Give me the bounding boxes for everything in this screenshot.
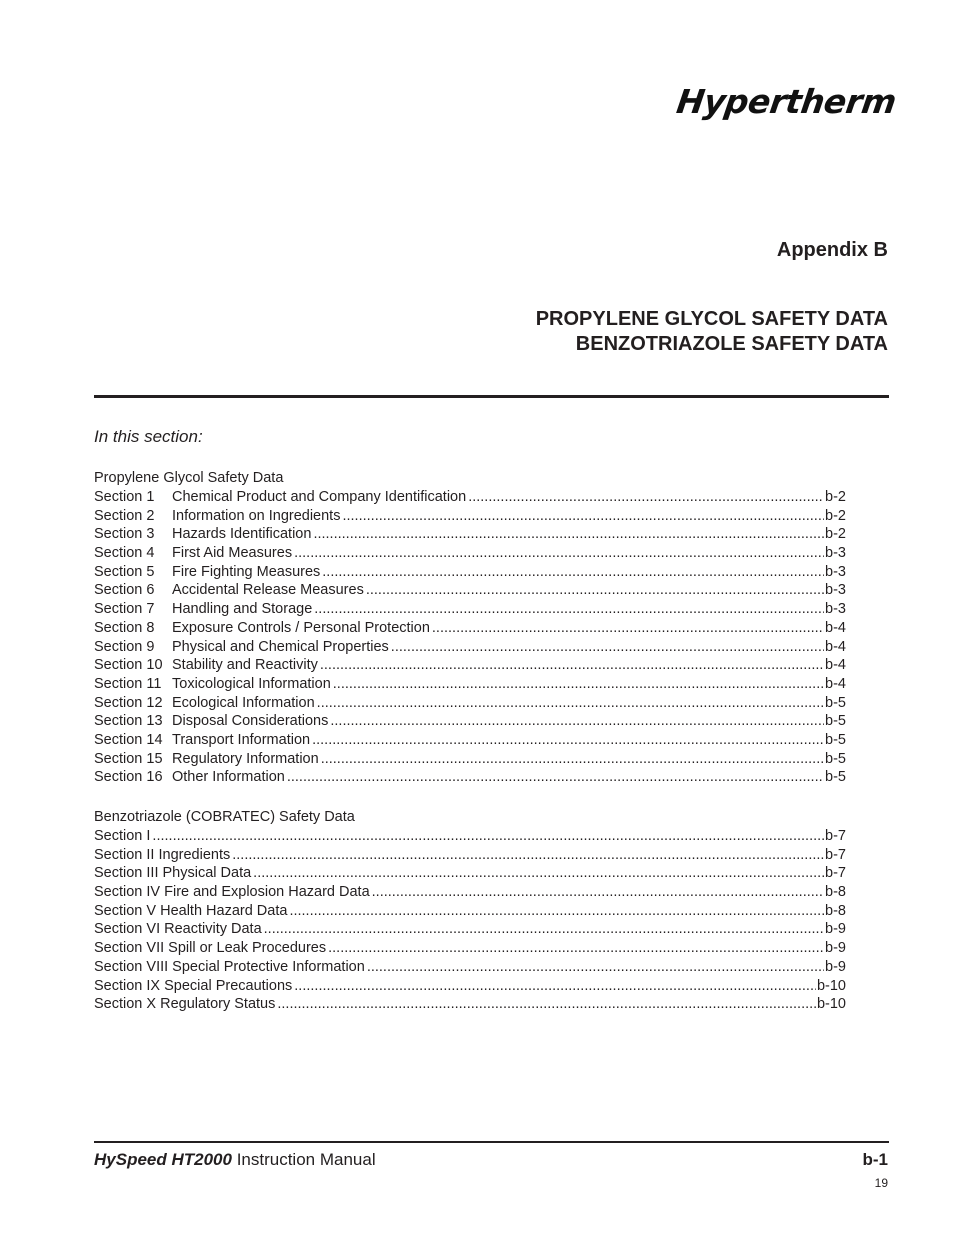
toc-group-heading: Benzotriazole (COBRATEC) Safety Data: [94, 809, 355, 825]
toc-dot-leader: [322, 563, 824, 582]
toc-dot-leader: [294, 544, 824, 563]
toc-entry-page: b-9: [825, 921, 846, 938]
toc-entry-number: Section 5: [94, 563, 155, 580]
toc-dot-leader: [314, 600, 824, 619]
toc-entry-number: Section 11: [94, 675, 162, 692]
toc-entry-label: Stability and Reactivity: [172, 657, 318, 674]
toc-entry-page: b-3: [825, 563, 846, 580]
toc-entry-page: b-4: [825, 619, 846, 636]
toc-entry-label: Section II Ingredients: [94, 846, 231, 863]
toc-entry-page: b-4: [825, 675, 846, 692]
toc-entry-label: Physical and Chemical Properties: [172, 638, 389, 655]
toc-entry-page: b-8: [825, 902, 846, 919]
toc-group-heading: Propylene Glycol Safety Data: [94, 470, 284, 486]
toc-entry[interactable]: [94, 939, 846, 958]
toc-entry[interactable]: [94, 581, 846, 600]
toc-entry-label: Section III Physical Data: [94, 865, 252, 882]
toc-entry-page: b-3: [825, 545, 846, 562]
toc-entry-page: b-3: [825, 601, 846, 618]
toc-entry-page: b-10: [816, 977, 846, 994]
toc-entry[interactable]: [94, 656, 846, 675]
toc-entry-label: Section VII Spill or Leak Procedures: [94, 940, 327, 957]
toc-entry[interactable]: [94, 507, 846, 526]
toc-entry-number: Section 12: [94, 694, 163, 711]
toc-entry-label: Section V Health Hazard Data: [94, 902, 288, 919]
toc-dot-leader: [287, 768, 824, 787]
toc-entry[interactable]: [94, 958, 846, 977]
toc-entry-number: Section 16: [94, 769, 163, 786]
toc-dot-leader: [342, 507, 824, 526]
footer-manual-label: Instruction Manual: [236, 1150, 376, 1169]
toc-entry-page: b-2: [825, 526, 846, 543]
toc-entry-label: Section VIII Special Protective Information: [94, 958, 365, 975]
toc-group-benzotriazole: [94, 808, 846, 1014]
toc-entry-number: Section 10: [94, 657, 163, 674]
toc-entry-label: Regulatory Information: [172, 750, 319, 767]
toc-entry-page: b-2: [825, 489, 846, 505]
toc-entry-number: Section 4: [94, 545, 155, 562]
toc-dot-leader: [320, 656, 824, 675]
toc-entry[interactable]: [94, 995, 846, 1014]
toc-dot-leader: [317, 694, 824, 713]
toc-entry-label: Fire Fighting Measures: [172, 563, 321, 580]
toc-entry-page: b-7: [825, 865, 846, 882]
toc-entry-number: Section 3: [94, 526, 155, 543]
toc-dot-leader: [432, 619, 824, 638]
toc-entry-page: b-5: [825, 750, 846, 767]
toc-entry[interactable]: [94, 977, 846, 996]
toc-entry-page: b-3: [825, 582, 846, 599]
toc-entry-number: Section 7: [94, 601, 155, 618]
toc-dot-leader: [312, 731, 824, 750]
toc-entry[interactable]: [94, 619, 846, 638]
toc-entry-label: Transport Information: [172, 731, 311, 748]
toc-entry[interactable]: [94, 750, 846, 769]
toc-entry-label: Exposure Controls / Personal Protection: [172, 619, 430, 636]
hypertherm-logo: Hypertherm: [674, 82, 899, 121]
toc-entry-label: Toxicological Information: [172, 675, 331, 692]
toc-entry-label: Information on Ingredients: [172, 507, 341, 524]
toc-entry[interactable]: [94, 638, 846, 657]
toc-entry-label: Other Information: [172, 769, 285, 786]
toc-entry-page: b-10: [816, 996, 846, 1013]
toc-dot-leader: [253, 864, 824, 883]
toc-entry-number: Section 6: [94, 582, 155, 599]
toc-entry[interactable]: [94, 694, 846, 713]
toc-entry[interactable]: [94, 525, 846, 544]
footer-page-ref: b-1: [862, 1150, 888, 1169]
toc-entry[interactable]: [94, 768, 846, 787]
toc-entry-label: Accidental Release Measures: [172, 582, 364, 599]
toc-dot-leader: [366, 581, 824, 600]
toc-dot-leader: [289, 902, 824, 921]
toc-intro: In this section:: [94, 427, 203, 446]
toc-entry-label: Section VI Reactivity Data: [94, 921, 262, 938]
toc-entry[interactable]: [94, 920, 846, 939]
toc-entry-page: b-2: [825, 507, 846, 524]
page-number: 19: [874, 1176, 888, 1190]
toc-entry[interactable]: [94, 864, 846, 883]
toc-group-propylene-glycol: [94, 469, 846, 787]
toc-entry-label: Disposal Considerations: [172, 713, 329, 730]
toc-dot-leader: [372, 883, 824, 902]
toc-dot-leader: [330, 712, 824, 731]
toc-dot-leader: [277, 995, 816, 1014]
toc-entry-label: Section X Regulatory Status: [94, 996, 276, 1013]
toc-entry-label: Chemical Product and Company Identification: [172, 489, 467, 505]
page-title: [536, 307, 888, 357]
toc-dot-leader: [328, 939, 824, 958]
toc-entry-page: b-4: [825, 657, 846, 674]
toc-entry[interactable]: [94, 600, 846, 619]
toc-entry[interactable]: [94, 563, 846, 582]
footer-product-name: HySpeed HT2000: [94, 1150, 232, 1169]
toc-dot-leader: [313, 525, 824, 544]
title-line-1: PROPYLENE GLYCOL SAFETY DATA: [535, 308, 888, 330]
appendix-label: Appendix B: [776, 239, 888, 261]
toc-dot-leader: [232, 846, 824, 865]
toc-entry-label: Hazards Identification: [172, 526, 312, 543]
toc-dot-leader: [152, 827, 824, 846]
toc-entry-number: Section 8: [94, 619, 155, 636]
toc-entry-page: b-4: [825, 638, 846, 655]
toc-entry-label: Ecological Information: [172, 694, 315, 711]
toc-dot-leader: [333, 675, 824, 694]
toc-entry-label: Section I: [94, 828, 151, 844]
toc-dot-leader: [468, 488, 824, 507]
toc-entry-number: Section 13: [94, 713, 163, 730]
toc-entry[interactable]: [94, 544, 846, 563]
toc-entry-number: Section 15: [94, 750, 163, 767]
toc-entry-page: b-8: [825, 884, 846, 901]
toc-dot-leader: [367, 958, 824, 977]
title-line-2: BENZOTRIAZOLE SAFETY DATA: [575, 333, 888, 355]
footer-divider: [94, 1141, 889, 1143]
toc-entry-number: Section 1: [94, 489, 155, 505]
toc-entry[interactable]: [94, 827, 846, 846]
toc-entry[interactable]: [94, 883, 846, 902]
toc-entry-number: Section 2: [94, 507, 155, 524]
toc-entry[interactable]: [94, 846, 846, 865]
toc-entry-page: b-5: [825, 694, 846, 711]
toc-entry-page: b-5: [825, 769, 846, 786]
toc-entry-page: b-9: [825, 940, 846, 957]
toc-entry-label: Section IV Fire and Explosion Hazard Data: [94, 884, 370, 901]
toc-entry-page: b-7: [825, 846, 846, 863]
toc-entry[interactable]: [94, 488, 846, 507]
toc-entry-label: Section IX Special Precautions: [94, 977, 293, 994]
toc-entry-page: b-5: [825, 713, 846, 730]
footer-title: [94, 1150, 376, 1170]
toc-dot-leader: [264, 920, 824, 939]
toc-entry-number: Section 14: [94, 731, 163, 748]
toc-entry[interactable]: [94, 712, 846, 731]
top-divider: [94, 395, 889, 398]
toc-dot-leader: [294, 977, 816, 996]
toc-entry-label: First Aid Measures: [172, 545, 293, 562]
toc-entry-label: Handling and Storage: [172, 601, 313, 618]
toc-entry[interactable]: [94, 731, 846, 750]
toc-entry[interactable]: [94, 902, 846, 921]
toc-entry-page: b-9: [825, 958, 846, 975]
toc-entry[interactable]: [94, 675, 846, 694]
toc-entry-number: Section 9: [94, 638, 155, 655]
toc-dot-leader: [321, 750, 824, 769]
toc-entry-page: b-5: [825, 731, 846, 748]
toc-entry-page: b-7: [825, 828, 846, 844]
toc-dot-leader: [391, 638, 824, 657]
